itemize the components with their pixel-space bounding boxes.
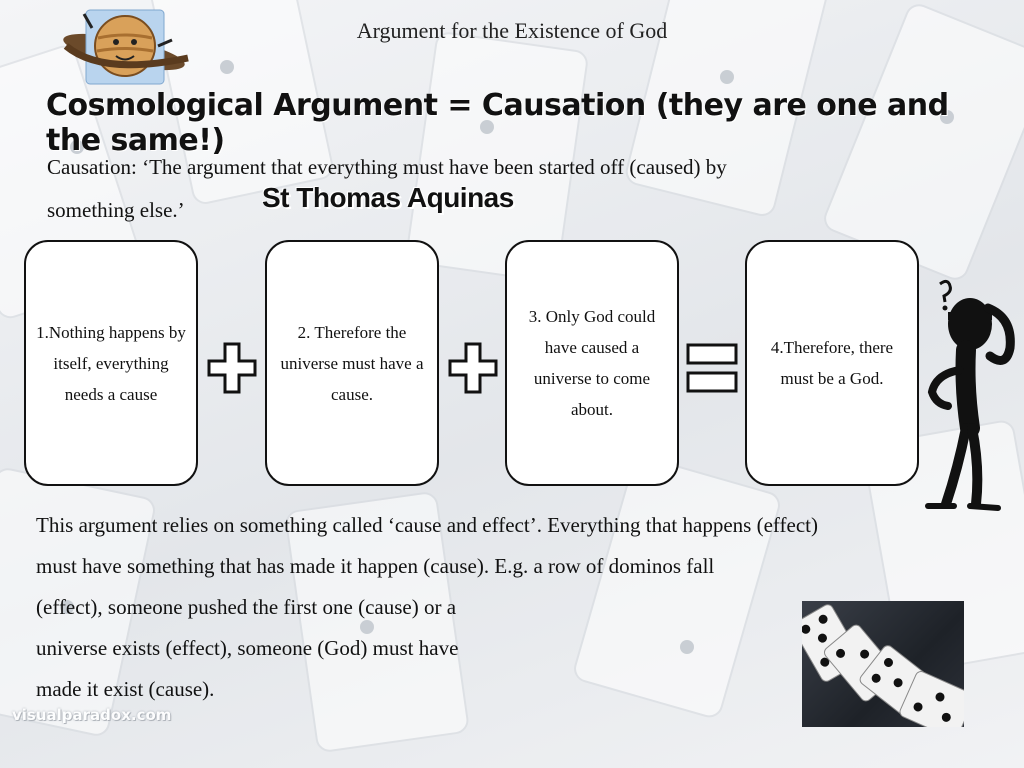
step-box-3 [505,240,679,486]
slide-heading: Cosmological Argument = Causation (they are one and the same!) [46,88,949,158]
step-text: 2. Therefore the universe must have a cause. [280,322,424,404]
falling-dominoes-photo [802,601,964,727]
step-text: 1.Nothing happens by itself, everything needs a cause [36,322,186,404]
explanation-line-3: (effect), someone pushed the first one (cause) or a [36,595,457,619]
thinking-stick-figure-icon [918,278,1018,514]
watermark: visualparadox.com [12,706,172,724]
explanation-line-4: universe exists (effect), someone (God) must have [36,636,459,660]
step-text: 3. Only God could have caused a universe to come about. [528,307,656,419]
step-box-4 [745,240,919,486]
explanation-line-2: must have something that has made it happen (cause). E.g. a row of dominos fall [36,554,715,578]
equals-icon [686,342,738,394]
plus-icon [207,342,257,394]
explanation-line-1: This argument relies on something called ‘cause and effect’. Everything that happens (effect) [36,513,818,537]
attribution-aquinas: St Thomas Aquinas [262,182,514,213]
definition-line-2: something else.’ [47,198,185,222]
step-box-1 [24,240,198,486]
slide-top-title: Argument for the Existence of God [356,18,668,43]
definition-line-1: Causation: ‘The argument that everything must have been started off (caused) by [47,155,727,179]
step-text: 4.Therefore, there must be a God. [770,338,894,388]
plus-icon [448,342,498,394]
step-box-2 [265,240,439,486]
explanation-line-5: made it exist (cause). [36,677,215,701]
